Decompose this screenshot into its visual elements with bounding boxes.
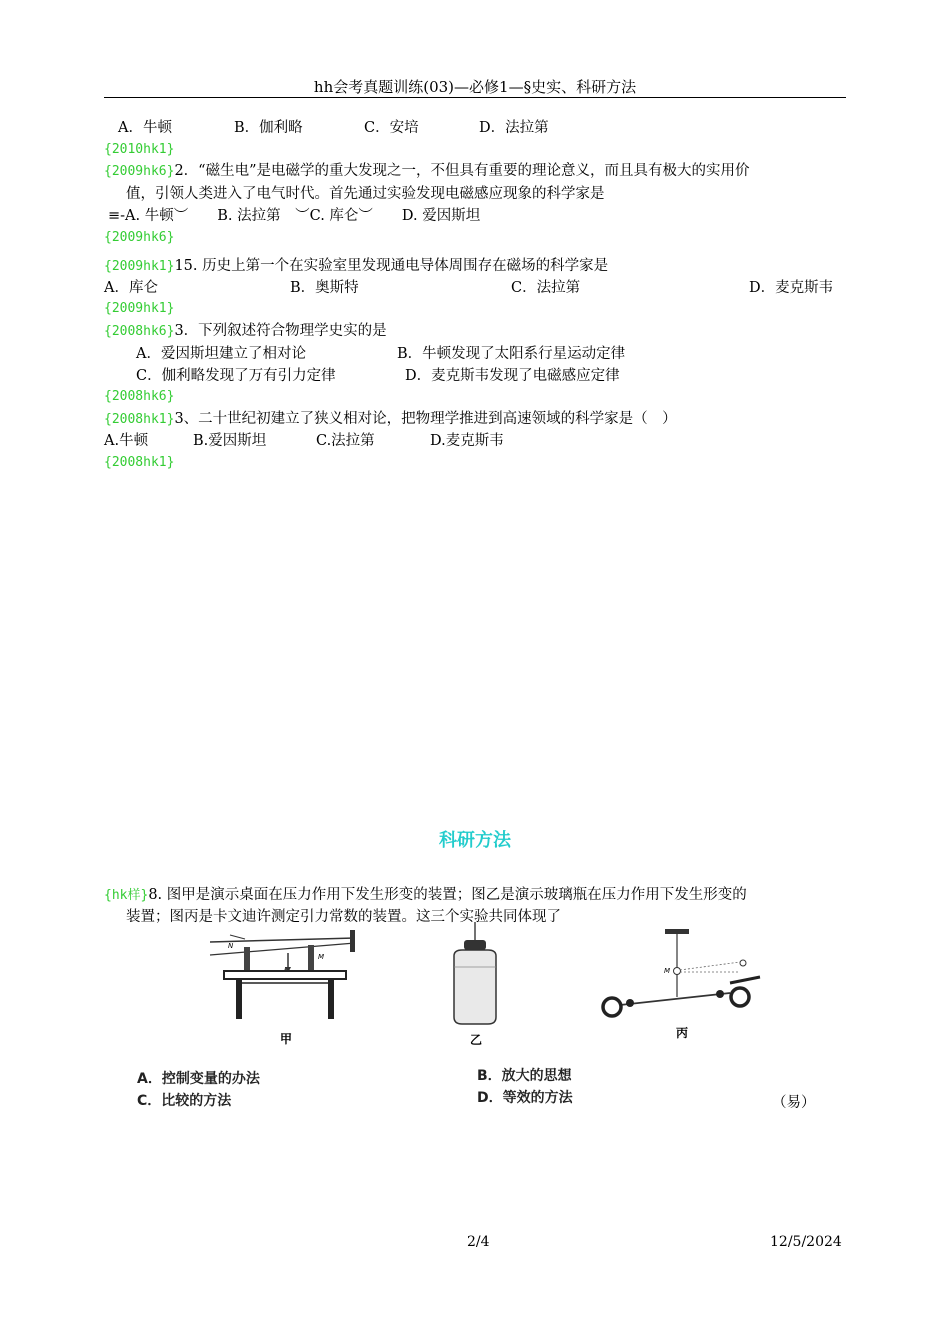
- q4-end-tag: {2008hk6}: [104, 389, 175, 404]
- table-top: [224, 971, 346, 979]
- mirror-n-stand: [244, 947, 250, 971]
- q6-line1: 8. 图甲是演示桌面在压力作用下发生形变的装置；图乙是演示玻璃瓶在压力作用下发生形变的: [148, 887, 747, 903]
- label-jia: 甲: [280, 1032, 293, 1046]
- label-m2: M: [664, 967, 671, 975]
- q2-end-tag: {2009hk6}: [104, 230, 175, 245]
- q3-option-c: C．法拉第: [511, 280, 581, 296]
- q5-stem-line: [104, 409, 677, 430]
- q1-option-c: C．安培: [364, 120, 419, 136]
- header-rule: [104, 97, 846, 98]
- q6-difficulty: （易）: [772, 1095, 816, 1111]
- q5-option-c: C.法拉第: [316, 433, 375, 449]
- section-title: 科研方法: [439, 830, 511, 851]
- large-sphere-left: [603, 998, 621, 1016]
- light-source: [740, 960, 746, 966]
- q1-end-tag: {2010hk1}: [104, 142, 175, 157]
- footer-date: 12/5/2024: [770, 1234, 842, 1250]
- q1-option-a: A．牛顿: [118, 120, 172, 136]
- q3-tag: {2009hk1}: [104, 259, 175, 274]
- q5-end-tag: {2008hk1}: [104, 455, 175, 470]
- label-m: M: [318, 953, 325, 961]
- q5-option-b: B.爱因斯坦: [193, 433, 267, 449]
- q4-stem: 3．下列叙述符合物理学史实的是: [174, 323, 387, 339]
- q5-stem: 3、二十世纪初建立了狭义相对论，把物理学推进到高速领域的科学家是（ ）: [174, 411, 677, 427]
- q5-option-a: A.牛顿: [104, 433, 149, 449]
- suspension-bar: [665, 929, 689, 934]
- q2-options: ≡-A. 牛顿︶ B. 法拉第 ︶C. 库仑︶ D. 爱因斯坦: [108, 208, 481, 224]
- q3-end-tag: {2009hk1}: [104, 301, 175, 316]
- figure-jia: [200, 925, 370, 1050]
- header-title: hh会考真题训练(03)—必修1—§史实、科研方法: [313, 78, 637, 96]
- torsion-rod: [620, 993, 730, 1005]
- q2-tag: {2009hk6}: [104, 164, 175, 179]
- q4-option-b: B．牛顿发现了太阳系行星运动定律: [397, 346, 626, 362]
- table-leg-right: [328, 979, 334, 1019]
- q3-option-b: B．奥斯特: [290, 280, 359, 296]
- q4-option-c: C．伽利略发现了万有引力定律: [136, 368, 336, 384]
- label-n: N: [228, 942, 234, 950]
- q4-tag: {2008hk6}: [104, 324, 175, 339]
- q1-option-d: D．法拉第: [479, 120, 549, 136]
- q6-option-c: C．比较的方法: [137, 1093, 232, 1109]
- figure-yi: [440, 922, 510, 1047]
- figure-bing: [590, 925, 790, 1045]
- beam-arrow: [230, 935, 245, 939]
- q6-option-d: D．等效的方法: [477, 1090, 573, 1106]
- small-sphere-right: [716, 990, 724, 998]
- q5-tag: {2008hk1}: [104, 412, 175, 427]
- scale: [730, 977, 760, 983]
- q2-stem-line1: [104, 161, 750, 182]
- label-bing: 丙: [676, 1026, 689, 1040]
- q2-line2: 值，引领人类进入了电气时代。首先通过实验发现电磁感应现象的科学家是: [126, 186, 605, 202]
- mirror-m: [674, 968, 681, 975]
- q2-line1: 2．“磁生电”是电磁学的重大发现之一，不但具有重要的理论意义，而且具有极大的实用价: [174, 163, 750, 179]
- mirror-m-stand: [308, 945, 314, 971]
- small-sphere-left: [626, 999, 634, 1007]
- q6-tag: {hk样}: [104, 888, 149, 903]
- light-ray-1: [680, 962, 740, 970]
- q4-stem-line: [104, 321, 387, 342]
- q1-option-b: B．伽利略: [234, 120, 303, 136]
- large-sphere-right: [731, 988, 749, 1006]
- table-leg-left: [236, 979, 242, 1019]
- q6-option-b: B．放大的思想: [477, 1068, 572, 1084]
- bottle-body: [454, 950, 496, 1024]
- q6-option-a: A．控制变量的办法: [137, 1071, 260, 1087]
- screen: [350, 930, 355, 952]
- q3-option-d: D．麦克斯韦: [749, 280, 834, 296]
- q4-option-d: D．麦克斯韦发现了电磁感应定律: [405, 368, 620, 384]
- q3-stem: 15. 历史上第一个在实验室里发现通电导体周围存在磁场的科学家是: [174, 258, 609, 274]
- q6-stem-line1: [104, 885, 747, 906]
- footer-page-number: 2/4: [467, 1234, 490, 1250]
- q3-option-a: A．库仑: [104, 280, 158, 296]
- label-yi: 乙: [470, 1033, 483, 1047]
- q5-option-d: D.麦克斯韦: [430, 433, 504, 449]
- bottle-stopper: [464, 940, 486, 950]
- q4-option-a: A．爱因斯坦建立了相对论: [136, 346, 306, 362]
- q6-line2: 装置；图丙是卡文迪许测定引力常数的装置。这三个实验共同体现了: [126, 909, 561, 925]
- q3-stem-line: [104, 256, 608, 277]
